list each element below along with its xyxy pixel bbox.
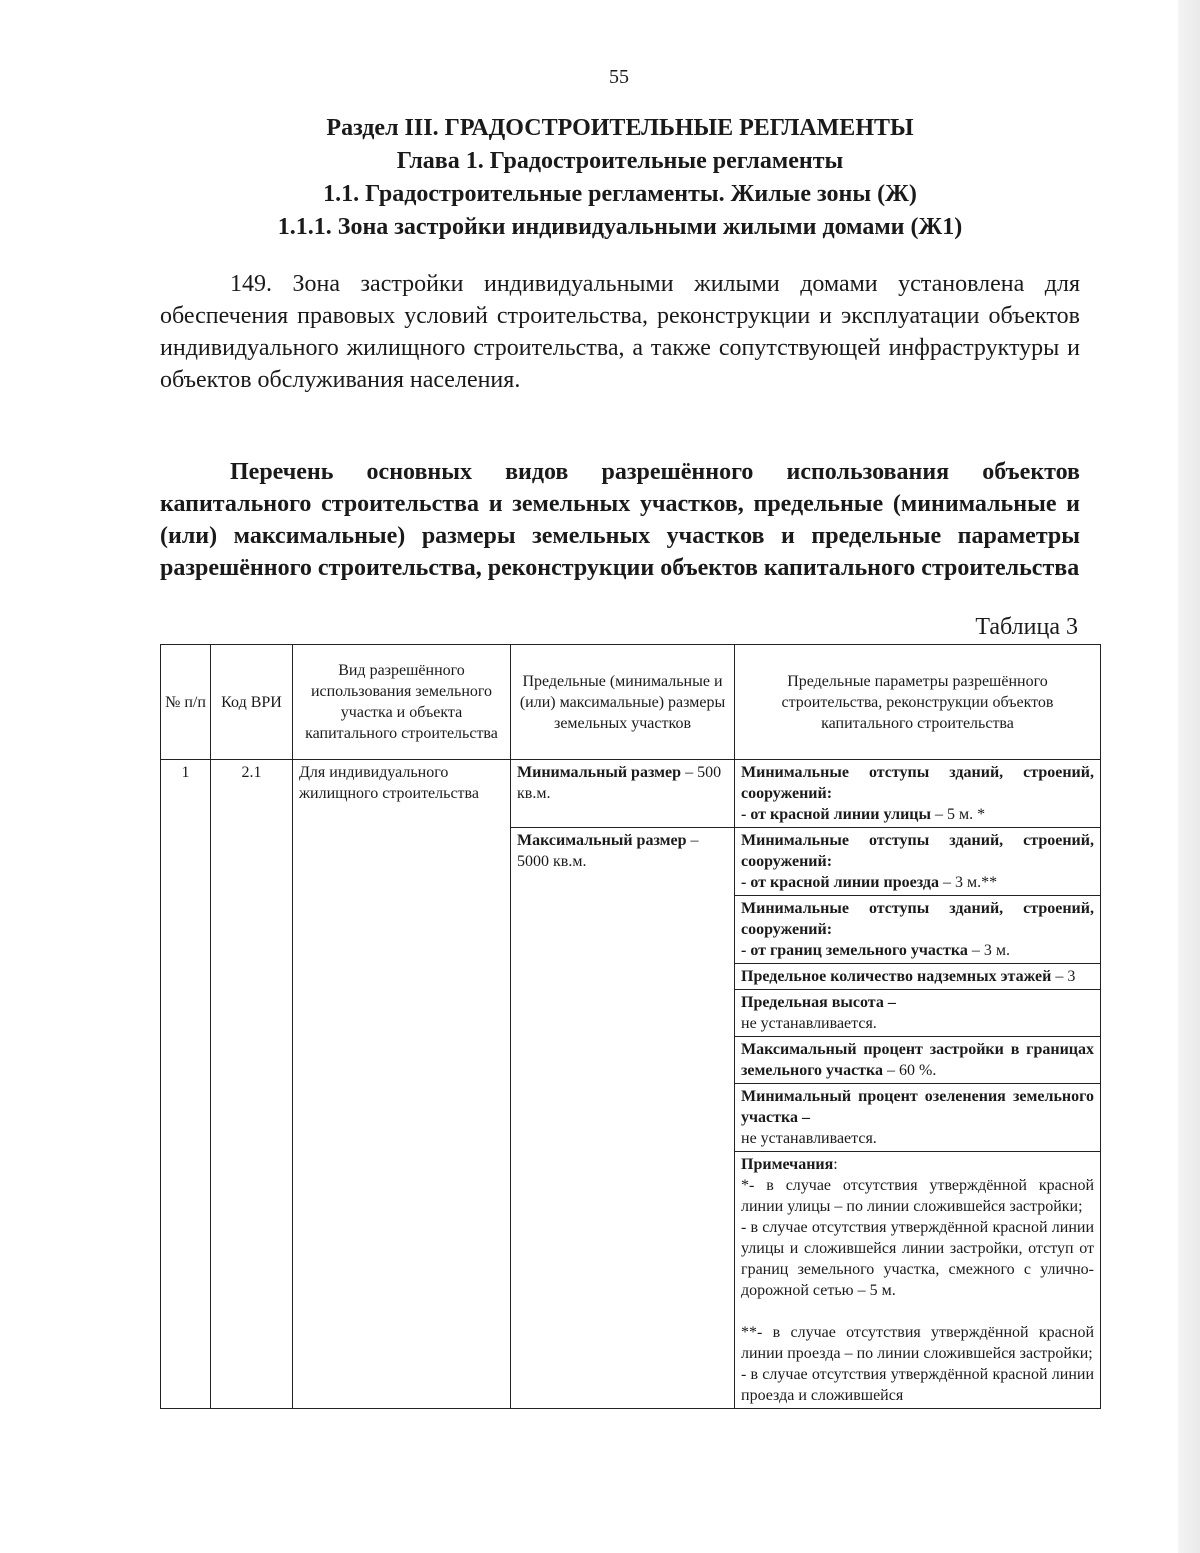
section-headings [160, 112, 1080, 244]
header-num: № п/п [161, 645, 211, 760]
param-title: Предельное количество надземных этажей [741, 968, 1052, 985]
max-size-value: – 5000 кв.м. [517, 832, 699, 870]
cell-max-size [511, 828, 735, 1409]
note-item: **- в случае отсутствия утверждённой красной линии проезда – по линии сложившейся застройки; [741, 1324, 1094, 1362]
table-row [161, 760, 1101, 828]
param-offset-boundary [735, 896, 1101, 964]
param-value: – 3 [1051, 968, 1076, 985]
header-code: Код ВРИ [211, 645, 293, 760]
param-height [735, 990, 1101, 1037]
table-header-row [161, 645, 1101, 760]
note-item: - в случае отсутствия утверждённой красной линии улицы и сложившейся линии застройки, отступ от границ земельного участка, смежного с улично-дорожной сетью – 5 м. [741, 1219, 1094, 1299]
param-value: – 60 %. [883, 1062, 937, 1079]
param-value: не устанавливается. [741, 1130, 877, 1147]
notes-colon: : [833, 1156, 838, 1173]
param-title: Минимальные отступы зданий, строений, сооружений: [741, 832, 1094, 870]
cell-type: Для индивидуального жилищного строительства [293, 760, 511, 1409]
param-title: Максимальный процент застройки в границах земельного участка [741, 1041, 1094, 1079]
chapter-title: Глава 1. Градостроительные регламенты [396, 148, 844, 174]
param-title: Предельная высота – [741, 994, 896, 1011]
header-params: Предельные параметры разрешённого строительства, реконструкции объектов капитального строительства [735, 645, 1101, 760]
param-offset-street [735, 760, 1101, 828]
min-size-label: Минимальный размер [517, 764, 682, 781]
param-subtitle: - от красной линии проезда [741, 874, 939, 891]
param-value: – 3 м. [967, 942, 1010, 959]
subsection-title: 1.1. Градостроительные регламенты. Жилые зоны (Ж) [323, 181, 917, 207]
param-title: Минимальный процент озеленения земельного участка – [741, 1088, 1094, 1126]
zone-title: 1.1.1. Зона застройки индивидуальными жилыми домами (Ж1) [277, 214, 963, 240]
note-spacer [741, 1301, 1094, 1322]
notes-title: Примечания [741, 1156, 834, 1173]
table-caption: Таблица 3 [975, 614, 1078, 640]
param-offset-driveway [735, 828, 1101, 896]
min-size-value: – 500 кв.м. [517, 764, 722, 802]
param-title: Минимальные отступы зданий, строений, сооружений: [741, 900, 1094, 938]
note-item: - в случае отсутствия утверждённой красной линии проезда и сложившейся [741, 1366, 1094, 1404]
list-heading [160, 456, 1080, 584]
max-size-label: Максимальный размер [517, 832, 687, 849]
param-value: – 3 м.** [938, 874, 998, 891]
cell-code: 2.1 [211, 760, 293, 1409]
note-item: *- в случае отсутствия утверждённой красной линии улицы – по линии сложившейся застройки; [741, 1177, 1094, 1215]
list-heading-text: Перечень основных видов разрешённого использования объектов капитального строительства и земельных участков, предельные (минимальные и (или) максимальные) размеры земельных участков и предельные параметры разрешённого строительства, реконструкции объектов капитального строительства [160, 459, 1080, 581]
zone-description [160, 268, 1080, 396]
param-subtitle: - от красной линии улицы [741, 806, 931, 823]
header-size: Предельные (минимальные и (или) максимальные) размеры земельных участков [511, 645, 735, 760]
param-subtitle: - от границ земельного участка [741, 942, 968, 959]
header-type: Вид разрешённого использования земельного участка и объекта капитального строительства [293, 645, 511, 760]
cell-num: 1 [161, 760, 211, 1409]
paragraph-149: 149. Зона застройки индивидуальными жилыми домами установлена для обеспечения правовых условий строительства, реконструкции и эксплуатации объектов индивидуального жилищного строительства, а также сопутствующей инфраструктуры и объектов обслуживания населения. [160, 271, 1080, 393]
param-title: Минимальные отступы зданий, строений, сооружений: [741, 764, 1094, 802]
notes-cell [735, 1152, 1101, 1409]
param-floors [735, 964, 1101, 990]
cell-min-size [511, 760, 735, 828]
section-title: Раздел III. ГРАДОСТРОИТЕЛЬНЫЕ РЕГЛАМЕНТЫ [326, 115, 914, 141]
param-coverage [735, 1037, 1101, 1084]
param-value: не устанавливается. [741, 1015, 877, 1032]
page-number: 55 [609, 66, 629, 88]
page-edge-shadow [1178, 0, 1200, 1553]
param-greening [735, 1084, 1101, 1152]
param-value: – 5 м. * [931, 806, 986, 823]
regulations-table [160, 644, 1101, 1409]
